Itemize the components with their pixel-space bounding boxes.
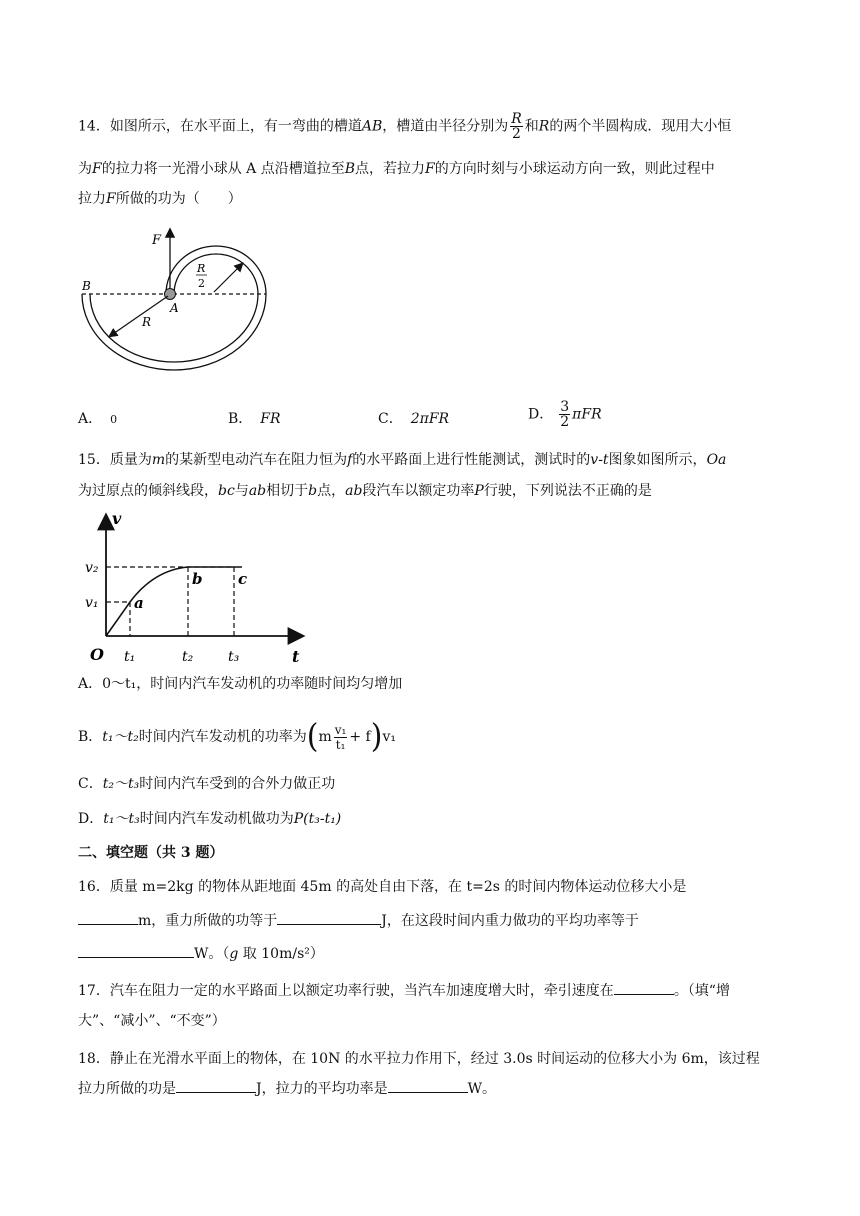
option-label: C． bbox=[378, 411, 403, 427]
question-number: 15． bbox=[78, 452, 110, 468]
q15-text: 行驶，下列说法不正确的是 bbox=[483, 483, 652, 499]
q14-line-2 bbox=[78, 158, 715, 180]
left-paren: ( bbox=[306, 717, 319, 756]
small-semicircle-inner bbox=[174, 254, 258, 294]
fraction-numerator: R bbox=[511, 111, 522, 127]
q16-line-2 bbox=[78, 910, 639, 932]
q14-var-f: F bbox=[92, 161, 102, 177]
point-b: b bbox=[192, 570, 203, 588]
fraction-numerator: v₁ bbox=[334, 722, 347, 737]
q14-var-b: B bbox=[344, 161, 356, 177]
fraction-numerator: 3 bbox=[560, 399, 570, 415]
q15-var-ab: ab bbox=[345, 483, 363, 499]
option-c[interactable] bbox=[378, 408, 449, 430]
option-d[interactable] bbox=[528, 400, 602, 429]
q17-text: 大”、“减小”、“不变”） bbox=[78, 1013, 226, 1029]
q14-var-f: F bbox=[106, 191, 116, 207]
q15-option-c[interactable] bbox=[78, 773, 335, 795]
fraction-denominator: 2 bbox=[512, 126, 521, 142]
option-formula: P(t₃-t₁) bbox=[293, 811, 342, 827]
q15-var-bc: bc bbox=[218, 483, 235, 499]
option-value: 0 bbox=[110, 413, 118, 426]
option-time: t₁～t₂ bbox=[102, 729, 139, 745]
option-time: t₂～t₃ bbox=[102, 776, 140, 792]
small-semicircle-outer bbox=[166, 246, 266, 294]
answer-blank[interactable] bbox=[277, 910, 381, 925]
q18-line-1 bbox=[78, 1048, 760, 1070]
tick-t2: t₂ bbox=[182, 649, 194, 665]
q18-text: 拉力所做的功是 bbox=[78, 1081, 176, 1097]
option-label: B． bbox=[228, 411, 253, 427]
label-r2-num: R bbox=[197, 262, 206, 275]
q16-text: J，在这段时间内重力做功的平均功率等于 bbox=[381, 913, 639, 929]
q14-var-r: R bbox=[538, 118, 550, 135]
q14-text: 所做的功为（ ） bbox=[115, 191, 242, 207]
q14-var-f: F bbox=[425, 161, 435, 177]
option-text: A．0～t₁，时间内汽车发动机的功率随时间均匀增加 bbox=[78, 676, 403, 692]
vt-graph bbox=[84, 508, 314, 668]
option-value: πFR bbox=[572, 406, 602, 423]
fraction-3-over-2 bbox=[559, 400, 570, 429]
answer-blank[interactable] bbox=[176, 1078, 256, 1093]
q16-line-3 bbox=[78, 943, 324, 965]
q17-line-1 bbox=[78, 980, 730, 1002]
q14-text: 点，若拉力 bbox=[355, 161, 426, 177]
q17-line-2 bbox=[78, 1010, 226, 1032]
fraction-r-over-2 bbox=[510, 112, 523, 141]
axis-label-t: t bbox=[292, 647, 300, 666]
option-value: 2πFR bbox=[410, 411, 450, 427]
option-label: D． bbox=[528, 406, 554, 423]
q16-text: 取 10m/s²） bbox=[238, 946, 324, 962]
q14-line-3 bbox=[78, 188, 242, 210]
q14-text: 的两个半圆构成．现用大小恒 bbox=[549, 118, 732, 135]
q14-text: ，槽道由半径分别为 bbox=[382, 118, 509, 135]
fraction-denominator: 2 bbox=[560, 414, 570, 430]
q16-text: W。（ bbox=[194, 946, 230, 962]
q18-line-2 bbox=[78, 1078, 496, 1100]
formula-v1: v₁ bbox=[382, 729, 396, 745]
option-text: 时间内汽车受到的合外力做正功 bbox=[139, 776, 336, 792]
q15-option-b[interactable] bbox=[78, 717, 396, 756]
q18-text: W。 bbox=[467, 1081, 497, 1097]
answer-blank[interactable] bbox=[388, 1078, 468, 1093]
radius-r-arrow bbox=[110, 296, 168, 336]
groove-figure bbox=[76, 222, 276, 382]
right-paren: ) bbox=[370, 717, 383, 756]
label-a: A bbox=[170, 301, 179, 315]
q14-text: 拉力 bbox=[78, 191, 106, 207]
q15-line-2 bbox=[78, 480, 652, 502]
label-r2-den: 2 bbox=[198, 277, 205, 290]
question-number: 14． bbox=[78, 118, 110, 135]
answer-blank[interactable] bbox=[78, 943, 194, 958]
q14-line-1 bbox=[78, 112, 731, 141]
q14-text: 如图所示，在水平面上，有一弯曲的槽道 bbox=[109, 118, 362, 135]
q16-var-g: g bbox=[229, 946, 239, 962]
q18-text: J，拉力的平均功率是 bbox=[256, 1081, 388, 1097]
point-a: a bbox=[134, 594, 144, 612]
q14-text: 和 bbox=[524, 118, 539, 135]
q14-text: 的拉力将一光滑小球从 A 点沿槽道拉至 bbox=[101, 161, 345, 177]
q15-text: 的某新型电动汽车在阻力恒为 bbox=[165, 452, 348, 468]
q15-var-vt: v-t bbox=[590, 452, 609, 468]
point-c: c bbox=[238, 570, 248, 588]
q17-text: 。（填“增 bbox=[673, 983, 730, 999]
option-value: FR bbox=[260, 411, 281, 427]
tick-v1: v₁ bbox=[85, 595, 99, 611]
formula-m: m bbox=[318, 729, 332, 745]
q15-var-oa: Oa bbox=[706, 452, 727, 468]
q15-var-m: m bbox=[151, 452, 166, 468]
tick-v2: v₂ bbox=[85, 560, 99, 576]
q16-line-1 bbox=[78, 876, 686, 898]
q18-text: 18．静止在光滑水平面上的物体，在 10N 的水平拉力作用下，经过 3.0s 时间运动的位移大小为 6m，该过程 bbox=[78, 1051, 760, 1067]
q16-text: 16．质量 m=2kg 的物体从距地面 45m 的高处自由下落，在 t=2s 的时间内物体运动位移大小是 bbox=[78, 879, 687, 895]
origin-label: O bbox=[90, 645, 104, 664]
q14-text: 为 bbox=[78, 161, 92, 177]
answer-blank[interactable] bbox=[78, 910, 138, 925]
option-label: A． bbox=[78, 411, 103, 427]
tick-t1: t₁ bbox=[124, 649, 136, 665]
q14-var-ab: AB bbox=[361, 118, 383, 135]
q15-text: 的水平路面上进行性能测试，测试时的 bbox=[352, 452, 591, 468]
q15-var-f: f bbox=[347, 452, 353, 468]
tick-t3: t₃ bbox=[228, 649, 240, 665]
q14-text: 的方向时刻与小球运动方向一致，则此过程中 bbox=[434, 161, 715, 177]
option-a[interactable] bbox=[78, 408, 117, 431]
q15-var-b: b bbox=[308, 483, 318, 499]
option-text: 时间内汽车发动机的功率为 bbox=[138, 729, 307, 745]
q15-text: 相切于 bbox=[266, 483, 309, 499]
q15-text: 段汽车以额定功率 bbox=[362, 483, 475, 499]
option-text: 时间内汽车发动机做功为 bbox=[139, 811, 294, 827]
q17-text: 17．汽车在阻力一定的水平路面上以额定功率行驶，当汽车加速度增大时，牵引速度在 bbox=[78, 983, 614, 999]
q15-line-1 bbox=[78, 449, 726, 471]
q15-var-ab: ab bbox=[248, 483, 267, 499]
option-label: C． bbox=[78, 776, 103, 792]
q15-option-d[interactable] bbox=[78, 808, 341, 830]
fraction-v1-over-t1 bbox=[334, 723, 348, 752]
radius-half-arrow bbox=[214, 264, 242, 292]
option-label: B． bbox=[78, 729, 103, 745]
option-label: D． bbox=[78, 811, 104, 827]
answer-blank[interactable] bbox=[614, 980, 674, 995]
label-f: F bbox=[152, 233, 162, 248]
label-b: B bbox=[82, 279, 91, 293]
option-b[interactable] bbox=[228, 408, 281, 430]
q15-text: 质量为 bbox=[109, 452, 152, 468]
formula-plus-f: + f bbox=[349, 729, 371, 745]
section-heading: 二、填空题（共 3 题） bbox=[78, 845, 224, 861]
q15-var-p: P bbox=[474, 483, 484, 499]
q15-text: 为过原点的倾斜线段， bbox=[78, 483, 218, 499]
axis-label-v: v bbox=[112, 509, 122, 528]
q16-text: m，重力所做的功等于 bbox=[138, 913, 278, 929]
q15-text: 与 bbox=[234, 483, 249, 499]
q15-option-a[interactable] bbox=[78, 673, 402, 695]
q15-text: 点， bbox=[317, 483, 346, 499]
fraction-denominator: t₁ bbox=[335, 737, 346, 752]
q15-text: 图象如图所示， bbox=[608, 452, 707, 468]
option-time: t₁～t₃ bbox=[103, 811, 140, 827]
label-r: R bbox=[142, 315, 152, 329]
